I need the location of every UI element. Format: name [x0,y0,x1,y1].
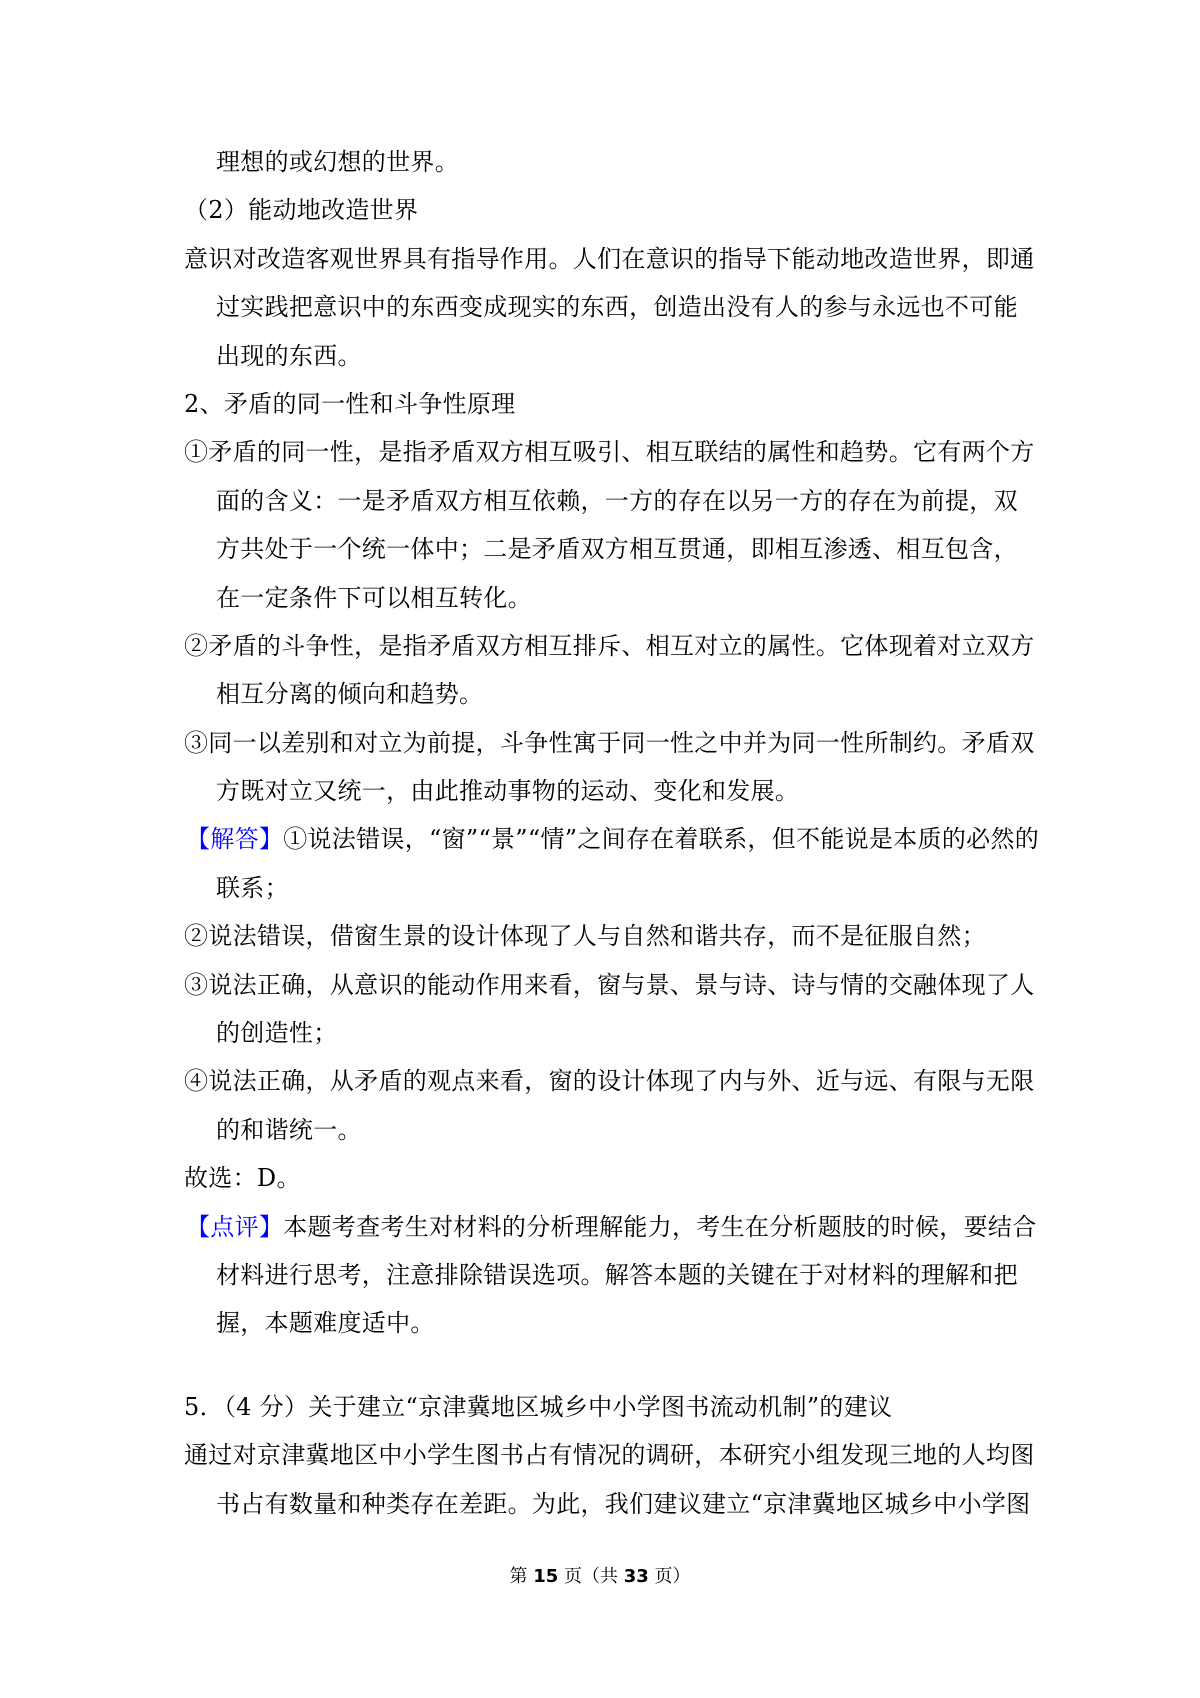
section-heading: 2、矛盾的同一性和斗争性原理 [184,389,516,418]
text-line: 意识对改造客观世界具有指导作用。人们在意识的指导下能动地改造世界，即通 [184,244,1035,273]
page-footer [0,1562,1200,1588]
comment-text: 本题考查考生对材料的分析理解能力，考生在分析题肢的时候，要结合 [283,1212,1037,1241]
text-line: 联系； [216,873,289,902]
footer-middle: 页（共 [558,1566,624,1587]
text-line: 方共处于一个统一体中；二是矛盾双方相互贯通，即相互渗透、相互包含， [216,535,1018,564]
text-line: ③同一以差别和对立为前提，斗争性寓于同一性之中并为同一性所制约。矛盾双 [184,728,1035,757]
text-line: ②说法错误，借窗生景的设计体现了人与自然和谐共存，而不是征服自然； [184,922,986,951]
text-line: 通过对京津冀地区中小学生图书占有情况的调研，本研究小组发现三地的人均图 [184,1441,1035,1470]
page-body [184,138,1040,1528]
spacer [184,1348,1030,1383]
text-line: 方既对立又统一，由此推动事物的运动、变化和发展。 [216,777,800,806]
comment-label: 【点评】 [186,1212,284,1241]
text-line: 的和谐统一。 [216,1115,362,1144]
total-pages-number: 33 [623,1566,649,1587]
text-line: 在一定条件下可以相互转化。 [216,583,532,612]
text-line: 相互分离的倾向和趋势。 [216,680,484,709]
comment-line [186,1203,1037,1251]
text-line: 理想的或幻想的世界。 [216,148,459,176]
text-line: 书占有数量和种类存在差距。为此，我们建议建立“京津冀地区城乡中小学图 [216,1489,1031,1518]
answer-label: 【解答】 [186,825,284,854]
text-line: 面的含义：一是矛盾双方相互依赖，一方的存在以另一方的存在为前提，双 [216,486,1018,515]
answer-line [186,815,1040,863]
section-subheading: （2）能动地改造世界 [184,196,419,225]
footer-suffix: 页） [648,1566,691,1587]
text-line: ②矛盾的斗争性，是指矛盾双方相互排斥、相互对立的属性。它体现着对立双方 [184,631,1035,660]
answer-text: ①说法错误，“窗”“景”“情”之间存在着联系，但不能说是本质的必然的 [283,825,1040,854]
text-line: 的创造性； [216,1019,338,1048]
text-line: 出现的东西。 [216,341,362,370]
text-line: 握，本题难度适中。 [216,1309,435,1338]
question-title: 5．（4 分）关于建立“京津冀地区城乡中小学图书流动机制”的建议 [184,1392,893,1421]
current-page-number: 15 [533,1566,559,1587]
text-line: 过实践把意识中的东西变成现实的东西，创造出没有人的参与永远也不可能 [216,293,1018,322]
text-line: 材料进行思考，注意排除错误选项。解答本题的关键在于对材料的理解和把 [216,1260,1018,1289]
text-line: ④说法正确，从矛盾的观点来看，窗的设计体现了内与外、近与远、有限与无限 [184,1067,1035,1096]
answer-choice: 故选：D。 [184,1164,301,1193]
footer-prefix: 第 [509,1566,534,1587]
text-line: ①矛盾的同一性，是指矛盾双方相互吸引、相互联结的属性和趋势。它有两个方 [184,438,1035,467]
text-line: ③说法正确，从意识的能动作用来看，窗与景、景与诗、诗与情的交融体现了人 [184,970,1035,999]
